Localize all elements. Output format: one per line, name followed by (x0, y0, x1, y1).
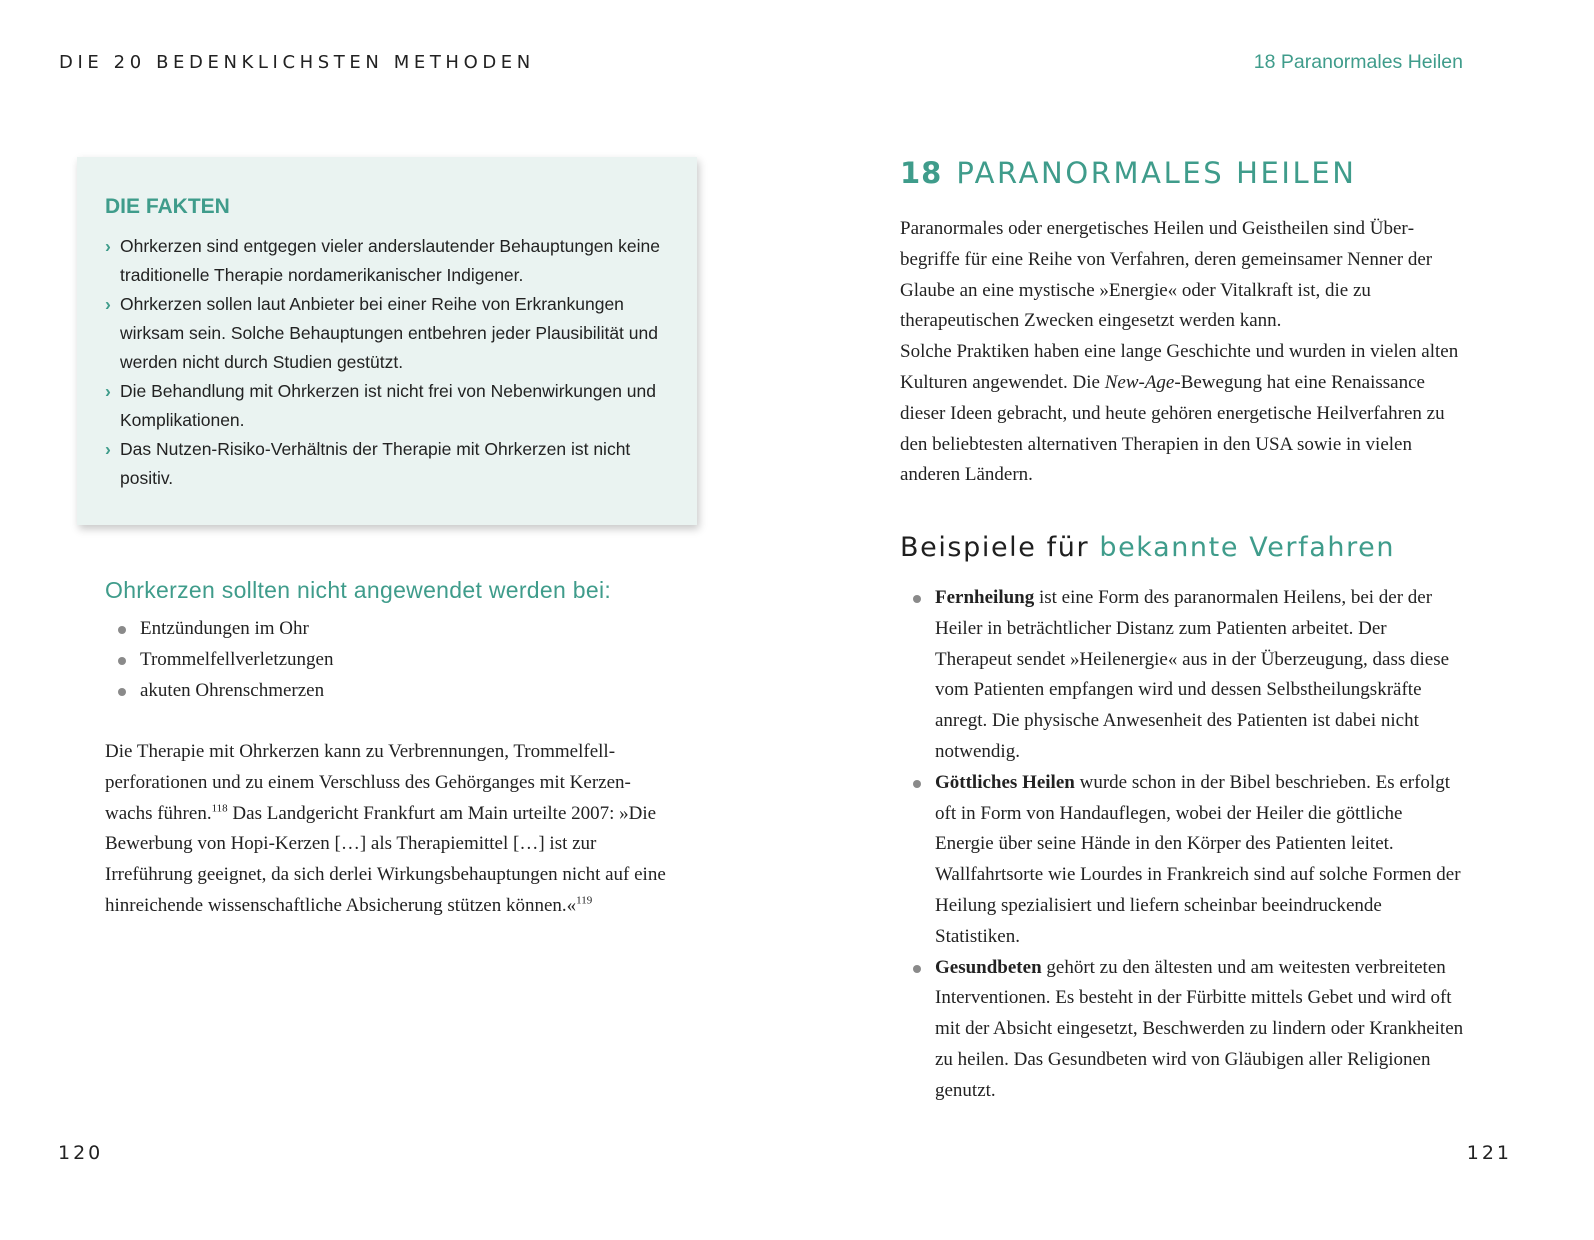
bullet-dot-icon (913, 780, 921, 788)
running-head-left: DIE 20 BEDENKLICHSTEN METHODEN (59, 52, 535, 73)
list-item: Entzündungen im Ohr (105, 614, 665, 645)
chevron-right-icon: › (105, 294, 111, 314)
page-number-right: 121 (1466, 1142, 1512, 1164)
bullet-dot-icon (913, 595, 921, 603)
page-number-left: 120 (58, 1142, 104, 1164)
bullet-dot-icon (913, 965, 921, 973)
contraindications-list (105, 614, 665, 706)
facts-item-text: Das Nutzen-Risiko-Verhältnis der Therapie mit Ohrkerzen ist nicht positiv. (120, 439, 631, 488)
list-item: Gesundbeten gehört zu den ältesten und am weitesten verbreiteten Interventionen. Es besteht in der Fürbitte mittels Gebet und wird oft mit der Absicht eingesetzt, Beschwerden zu lindern oder Krankheiten zu heilen. Das Gesundbeten wird von Gläubigen aller Religionen genutzt. (900, 953, 1465, 1107)
facts-item (105, 290, 665, 377)
running-head-right: 18 Paranormales Heilen (1253, 51, 1463, 73)
footnote-ref: 119 (576, 894, 593, 907)
examples-list (900, 583, 1465, 1107)
term: Gesundbeten (935, 956, 1042, 978)
bullet-dot-icon (118, 657, 126, 665)
chevron-right-icon: › (105, 381, 111, 401)
list-item: Fernheilung ist eine Form des paranormalen Heilens, bei der der Heiler in beträchtlicher Distanz zum Patienten arbeitet. Der Therapeut sendet »Heilenergie« aus in der Überzeugung, dass diese vom Patienten empfangen wird und dessen Selbstheilungskräfte anregt. Die physische Anwesenheit des Patienten ist dabei nicht notwendig. (900, 583, 1465, 768)
chevron-right-icon: › (105, 236, 111, 256)
list-item: Trommelfellverletzungen (105, 645, 665, 676)
list-item: akuten Ohrenschmerzen (105, 676, 665, 707)
chevron-right-icon: › (105, 439, 111, 459)
facts-item-text: Die Behandlung mit Ohrkerzen ist nicht frei von Nebenwirkungen und Komplikationen. (120, 381, 656, 430)
chapter-number: 18 (900, 156, 943, 190)
bullet-dot-icon (118, 626, 126, 634)
term: Fernheilung (935, 587, 1035, 608)
facts-item-text: Ohrkerzen sollen laut Anbieter bei einer Reihe von Erkrankungen wirksam sein. Solche Behauptungen entbehren jeder Plausibilität und werden nicht durch Studien gestützt. (120, 294, 658, 372)
facts-list (105, 232, 665, 493)
section-heading: Beispiele für bekannte Verfahren (900, 532, 1396, 563)
chapter-title (900, 156, 1357, 190)
facts-box (77, 157, 697, 525)
footnote-ref: 118 (211, 802, 228, 815)
contraindications-heading: Ohrkerzen sollten nicht angewendet werden bei: (105, 577, 612, 603)
facts-item (105, 377, 665, 435)
body-paragraph-left: Die Therapie mit Ohrkerzen kann zu Verbrennungen, Trommelfellperforationen und zu einem Verschluss des Gehörganges mit Kerzenwachs führen.$^{118}$ Das Landgericht Frankfurt am Main urteilte 2007: »Die Bewerbung von Hopi-Kerzen […] als Therapiemittel […] ist zur Irreführung geeignet, da sich derlei Wirkungsbehauptungen nicht auf eine hinreichende wissenschaftliche Absicherung stützen können.«$^{119}$ (105, 741, 666, 916)
facts-item (105, 435, 665, 493)
chapter-title-text: PARANORMALES HEILEN (956, 156, 1357, 190)
list-item: Göttliches Heilen wurde schon in der Bibel beschrieben. Es erfolgt oft in Form von Handauflegen, wobei der Heiler die göttliche Energie über seine Hände in den Körper des Patienten leitet. Wallfahrtsorte wie Lourdes in Frankreich sind auf solche Formen der Heilung spezialisiert und liefern scheinbar beeindruckende Statistiken. (900, 768, 1465, 953)
intro-paragraph: Paranormales oder energetisches Heilen und Geistheilen sind Überbegriffe für eine Reihe von Verfahren, deren gemeinsamer Nenner der Glaube an eine mystische »Energie« oder Vitalkraft ist, die zu therapeutischen Zwecken eingesetzt werden kann. Solche Praktiken haben eine lange Geschichte und wurden in vielen alten Kulturen angewendet. Die New-Age-Bewegung hat eine Renaissance dieser Ideen gebracht, und heute gehören energetische Heilverfahren zu den beliebtesten alternativen Therapien in den USA sowie in vielen anderen Ländern. (900, 218, 1459, 486)
facts-item (105, 232, 665, 290)
facts-title: DIE FAKTEN (105, 195, 230, 218)
facts-item-text: Ohrkerzen sind entgegen vieler anderslautender Behauptungen keine traditionelle Therapie nordamerikanischer Indigener. (120, 236, 660, 285)
bullet-dot-icon (118, 688, 126, 696)
term: Göttliches Heilen (935, 771, 1075, 793)
